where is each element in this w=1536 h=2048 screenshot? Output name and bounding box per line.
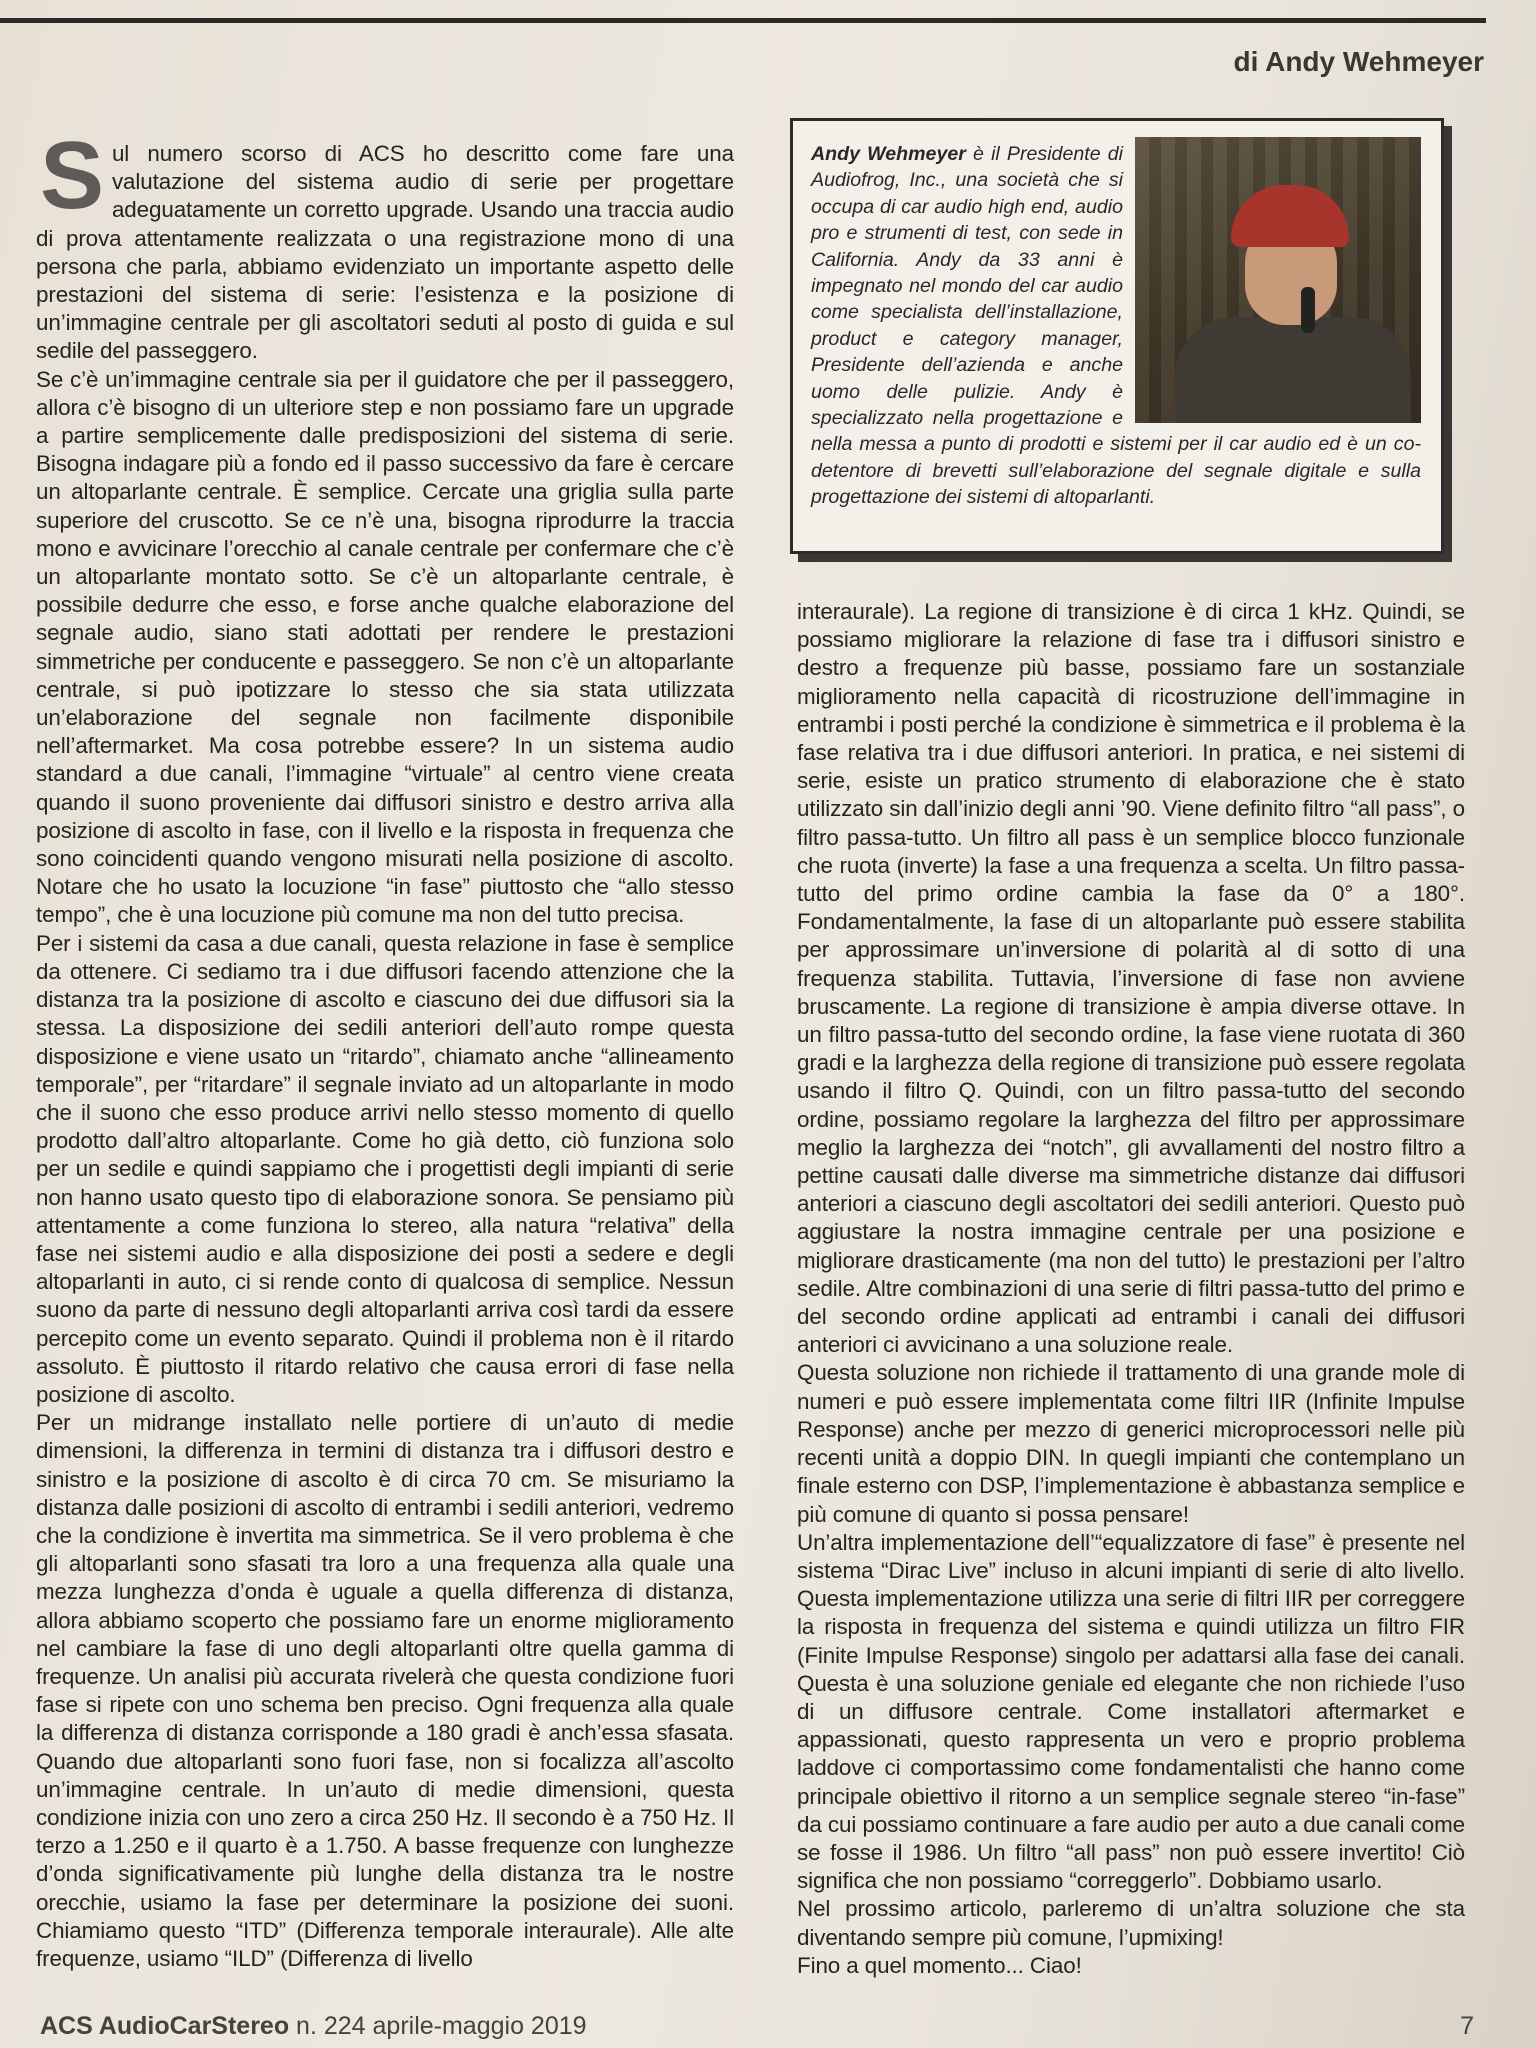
right-column bbox=[797, 598, 1465, 1980]
drop-cap: S bbox=[40, 122, 104, 229]
magazine-name: ACS AudioCarStereo bbox=[40, 2012, 290, 2040]
author-bio-box bbox=[790, 118, 1444, 554]
bio-text: è il Presidente di Audiofrog, Inc., una società che si occupa di car audio high end, audio pro e strumenti di test, con sede in California. Andy da 33 anni è impegnato nel mondo del car audio come specialista dell’installazione, product e category manager, Presidente dell’azienda e anche uomo delle pulizie. Andy è specializzato nella progettazione e nella messa a punto di prodotti e sistemi per il car audio ed è un co-detentore di brevetti sull’elaborazione del segnale digitale e sulla progettazione dei sistemi di altoparlanti. bbox=[811, 143, 1421, 509]
paragraph: Questa soluzione non richiede il trattamento di una grande mole di numeri e può essere implementata come filtri IIR (Infinite Impulse Response) anche per mezzo di generici microprocessori nelle più recenti unità a doppio DIN. In quegli impianti che contemplano un finale esterno con DSP, l’implementazione è abbastanza semplice e più comune di quanto si possa pensare! bbox=[797, 1360, 1465, 1527]
paragraph-text: ul numero scorso di ACS ho descritto come fare una valutazione del sistema audio di serie per progettare adeguatamente un corretto upgrade. Usando una traccia audio di prova attentamente realizzata o una registrazione mono di una persona che parla, abbiamo evidenziato un importante aspetto delle prestazioni del sistema di serie: l’esistenza e la posizione di un’immagine centrale per gli ascoltatori seduti al posto di guida e sul sedile del passeggero. bbox=[36, 141, 734, 364]
footer-magazine bbox=[40, 2012, 587, 2041]
paragraph: Per i sistemi da casa a due canali, questa relazione in fase è semplice da ottenere. Ci sediamo tra i due diffusori facendo attenzione che la distanza tra la posizione di ascolto e ciascuno dei due diffusori sia la stessa. La disposizione dei sedili anteriori dell’auto rompe questa disposizione e viene usato un “ritardo”, chiamato anche “allineamento temporale”, per “ritardare” il segnale inviato ad un altoparlante in modo che il suono che esso produce arrivi nello stesso momento di quello prodotto dall’altro altoparlante. Come ho già detto, ciò funziona solo per un sedile e quindi sappiamo che i progettisti degli impianti di serie non hanno usato questo tipo di elaborazione sonora. Se pensiamo più attentamente a come funziona lo stereo, alla natura “relativa” della fase nei sistemi audio e alla disposizione dei posti a sedere e degli altoparlanti in auto, ci si rende conto di qualcosa di semplice. Nessun suono da parte di nessuno degli altoparlanti arriva così tardi da essere percepito come un evento separato. Quindi il problema non è il ritardo assoluto. È piuttosto il ritardo relativo che causa errori di fase nella posizione di ascolto. bbox=[36, 930, 734, 1407]
paragraph: Per un midrange installato nelle portiere di un’auto di medie dimensioni, la differenza in termini di distanza tra i diffusori destro e sinistro e la posizione di ascolto è di circa 70 cm. Se misuriamo la distanza dalle posizioni di ascolto di entrambi i sedili anteriori, vedremo che la condizione è invertita ma simmetrica. Se il vero problema è che gli altoparlanti sono sfasati tra loro a una frequenza alla quale una mezza lunghezza d’onda è uguale a quella differenza di distanza, allora abbiamo scoperto che possiamo fare un enorme miglioramento nel cambiare la fase di uno degli altoparlanti oltre quella gamma di frequenze. Un analisi più accurata rivelerà che questa condizione fuori fase si ripete con uno schema ben preciso. Ogni frequenza alla quale la differenza di distanza corrisponde a 180 gradi è anch’essa sfasata. Quando due altoparlanti sono fuori fase, non si focalizza all’ascolto un’immagine centrale. In un’auto di medie dimensioni, questa condizione inizia con uno zero a circa 250 Hz. Il secondo è a 750 Hz. Il terzo a 1.250 e il quarto è a 1.750. A basse frequenze con lunghezze d’onda significativamente più lunghe della distanza tra le nostre orecchie, usiamo la fase per determinare la posizione dei suoni. Chiamiamo questo “ITD” (Differenza temporale interaurale). Alle alte frequenze, usiamo “ILD” (Differenza di livello bbox=[36, 1410, 734, 1971]
paragraph bbox=[36, 122, 734, 366]
paragraph: interaurale). La regione di transizione è di circa 1 kHz. Quindi, se possiamo migliorare la relazione di fase tra i diffusori sinistro e destro a frequenze più basse, possiamo fare un sostanziale miglioramento nella capacità di ricostruzione dell’immagine in entrambi i posti perché la condizione è simmetrica e il problema è la fase relativa tra i due diffusori anteriori. In pratica, e nei sistemi di serie, esiste un pratico strumento di elaborazione che è stato utilizzato sin dall’inizio degli anni ’90. Viene definito filtro “all pass”, o filtro passa-tutto. Un filtro all pass è un semplice blocco funzionale che ruota (inverte) la fase a una frequenza a scelta. Un filtro passa-tutto del primo ordine cambia la fase da 0° a 180°. Fondamentalmente, la fase di un altoparlante può essere stabilita per approssimare un’inversione di polarità al di sotto di una frequenza stabilita. Tuttavia, l’inversione di fase non avviene bruscamente. La regione di transizione è ampia diverse ottave. In un filtro passa-tutto del secondo ordine, la fase viene ruotata di 360 gradi e la larghezza della regione di transizione può essere regolata usando il filtro Q. Quindi, con un filtro passa-tutto del secondo ordine, possiamo regolare la larghezza del filtro per approssimare meglio la larghezza dei “notch”, gli avvallamenti del nostro filtro a pettine causati dalle diverse ma simmetriche distanze dai diffusori anteriori a ciascuno degli ascoltatori dei sedili anteriori. Questo può aggiustare la nostra immagine centrale per una posizione e migliorare drasticamente (ma non del tutto) le prestazioni per l’altro sedile. Altre combinazioni di una serie di filtri passa-tutto del primo e del secondo ordine applicati ad entrambi i canali dei diffusori anteriori ci avvicinano a una soluzione reale. bbox=[797, 599, 1465, 1358]
issue-info: n. 224 aprile-maggio 2019 bbox=[289, 2012, 587, 2040]
left-column bbox=[36, 122, 734, 1973]
paragraph: Se c’è un’immagine centrale sia per il guidatore che per il passeggero, allora c’è bisogno di un ulteriore step e non possiamo fare un upgrade a partire semplicemente dalle predisposizioni del sistema di serie. Bisogna indagare più a fondo ed il passo successivo da fare è cercare un altoparlante centrale. È semplice. Cercate una griglia sulla parte superiore del cruscotto. Se ce n’è una, bisogna riprodurre la traccia mono e avvicinare l’orecchio al canale centrale per confermare che c’è un altoparlante montato sotto. Se c’è un altoparlante centrale, è possibile dedurre che esso, e forse anche qualche elaborazione del segnale audio, siano stati adottati per rendere le prestazioni simmetriche per conducente e passeggero. Se non c’è un altoparlante centrale, si può ipotizzare lo stesso che sia stata utilizzata un’elaborazione del segnale non facilmente disponibile nell’aftermarket. Ma cosa potrebbe essere? In un sistema audio standard a due canali, l’immagine “virtuale” al centro viene creata quando il suono proveniente dai diffusori sinistro e destro arriva alla posizione di ascolto in fase, con il livello e la risposta in frequenza che sono coincidenti quando vengono misurati nella posizione di ascolto. Notare che ho usato la locuzione “in fase” piuttosto che “allo stesso tempo”, che è una locuzione più comune ma non del tutto precisa. bbox=[36, 366, 734, 928]
author-photo bbox=[1135, 137, 1421, 423]
author-bio bbox=[811, 141, 1421, 511]
paragraph: Un’altra implementazione dell’“equalizzatore di fase” è presente nel sistema “Dirac Live” incluso in alcuni impianti di serie di alto livello. Questa implementazione utilizza una serie di filtri IIR per correggere la risposta in frequenza del sistema e quindi utilizza un filtro FIR (Finite Impulse Response) singolo per adattarsi alla fase dei canali. Questa è una soluzione geniale ed elegante che non richiede l’uso di un diffusore centrale. Come installatori aftermarket e appassionati, questo rappresenta un vero e proprio problema laddove ci comportassimo come fondamentalisti che hanno come principale obiettivo il ritorno a un semplice segnale stereo “in-fase” da cui possiamo continuare a fare audio per auto a due canali come se fosse il 1986. Un filtro “all pass” non può essere invertito! Ciò significa che non possiamo “correggerlo”. Dobbiamo usarlo. bbox=[797, 1529, 1465, 1894]
author-byline: di Andy Wehmeyer bbox=[1233, 46, 1484, 77]
author-name: Andy Wehmeyer bbox=[811, 143, 966, 165]
page-number: 7 bbox=[1460, 2012, 1474, 2040]
microphone-icon bbox=[1301, 287, 1315, 333]
paragraph: Nel prossimo articolo, parleremo di un’altra soluzione che sta diventando sempre più comune, l’upmixing! bbox=[797, 1896, 1465, 1950]
paragraph: Fino a quel momento... Ciao! bbox=[797, 1952, 1082, 1978]
header-rule bbox=[0, 18, 1486, 23]
